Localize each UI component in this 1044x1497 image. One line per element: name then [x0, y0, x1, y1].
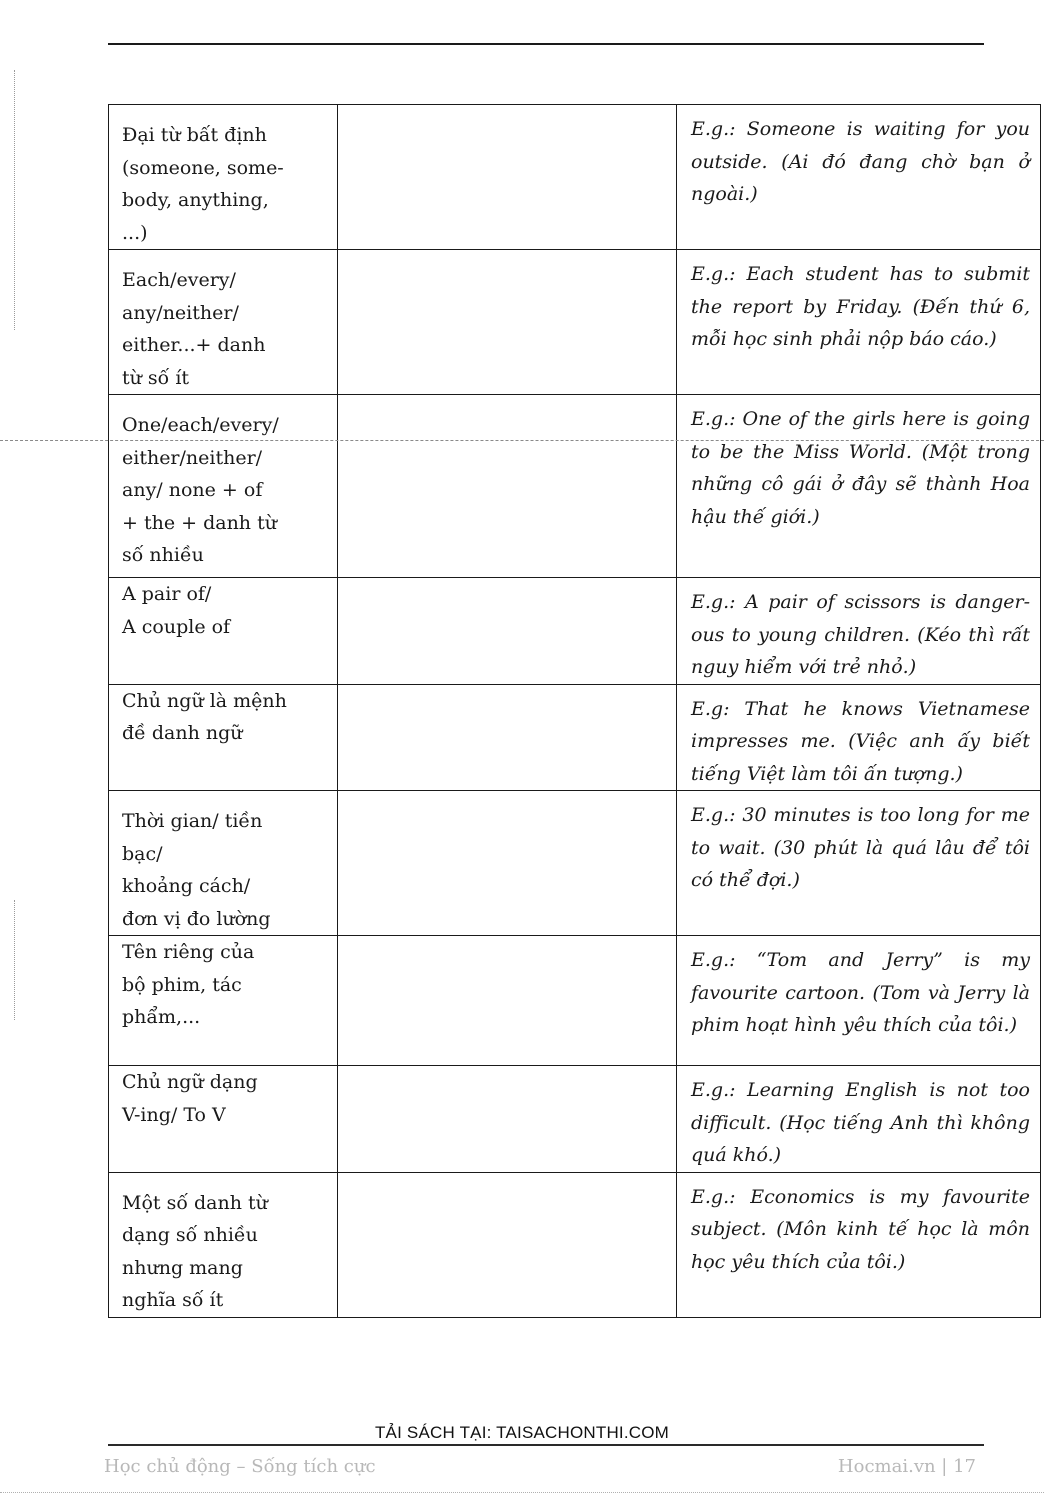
- subject-line: Each/every/: [122, 269, 236, 291]
- subject-line: A couple of: [122, 615, 231, 638]
- subject-cell: [109, 395, 338, 578]
- subject-line: V-ing/ To V: [122, 1103, 226, 1126]
- table-row: [109, 791, 1041, 936]
- example-cell: E.g.: Learning English is not too difficult. (Học tiếng Anh thì không quá khó.): [677, 1066, 1041, 1173]
- subject-line: + the + danh từ: [122, 511, 277, 534]
- subject-line: Đại từ bất định: [122, 124, 267, 146]
- verb-cell: [338, 1066, 677, 1173]
- example-cell: E.g.: Someone is waiting for you outside. (Ai đó đang chờ bạn ở ngoài.): [677, 105, 1041, 250]
- verb-cell: [338, 395, 677, 578]
- subject-cell: [109, 578, 338, 685]
- verb-cell: [338, 578, 677, 685]
- subject-line: Chủ ngữ dạng: [122, 1071, 258, 1093]
- header-rule: [108, 43, 984, 45]
- example-cell: E.g.: Each student has to submit the report by Friday. (Đến thứ 6, mỗi học sinh phải nộp báo cáo.): [677, 250, 1041, 395]
- subject-cell: [109, 936, 338, 1066]
- subject-line: Chủ ngữ là mệnh: [122, 689, 287, 712]
- subject-line: phẩm,...: [122, 1006, 201, 1028]
- subject-line: đề danh ngữ: [122, 722, 243, 744]
- subject-cell: [109, 1172, 338, 1317]
- example-cell: E.g.: Economics is my favourite subject. (Môn kinh tế học là môn học yêu thích của tôi.): [677, 1172, 1041, 1317]
- example-cell: E.g.: One of the girls here is going to be the Miss World. (Một trong những cô gái ở đây sẽ thành Hoa hậu thế giới.): [677, 395, 1041, 578]
- verb-cell: [338, 1172, 677, 1317]
- table-row: [109, 936, 1041, 1066]
- subject-line: đơn vị đo lường: [122, 907, 271, 930]
- example-cell: E.g.: “Tom and Jerry” is my favourite cartoon. (Tom và Jerry là phim hoạt hình yêu thích của tôi.): [677, 936, 1041, 1066]
- subject-line: (someone, some-: [122, 156, 284, 179]
- subject-line: Một số danh từ: [122, 1191, 268, 1214]
- verb-cell: [338, 791, 677, 936]
- table-row: [109, 1066, 1041, 1173]
- table-row: [109, 684, 1041, 791]
- download-notice: TẢI SÁCH TẠI: TAISACHONTHI.COM: [374, 1423, 670, 1442]
- subject-line: Thời gian/ tiền: [122, 810, 263, 832]
- subject-line: any/neither/: [122, 301, 239, 324]
- table-row: [109, 395, 1041, 578]
- margin-marks-lower: [14, 900, 15, 1020]
- subject-line: A pair of/: [122, 583, 212, 605]
- example-cell: E.g.: A pair of scissors is danger-ous to young children. (Kéo thì rất nguy hiểm với trẻ nhỏ.): [677, 578, 1041, 685]
- subject-line: khoảng cách/: [122, 875, 251, 897]
- subject-cell: [109, 250, 338, 395]
- subject-line: any/ none + of: [122, 479, 263, 501]
- verb-cell: [338, 250, 677, 395]
- subject-verb-agreement-table: [108, 104, 1041, 1318]
- subject-line: One/each/every/: [122, 414, 279, 436]
- subject-cell: [109, 105, 338, 250]
- verb-cell: [338, 936, 677, 1066]
- subject-cell: [109, 1066, 338, 1173]
- table-row: [109, 1172, 1041, 1317]
- subject-line: nghĩa số ít: [122, 1289, 224, 1311]
- verb-cell: [338, 684, 677, 791]
- scan-dashed-line: [0, 440, 1044, 441]
- footer-rule: [108, 1444, 984, 1446]
- table-row: [109, 578, 1041, 685]
- subject-line: either/neither/: [122, 446, 263, 469]
- subject-cell: [109, 791, 338, 936]
- example-cell: E.g.: 30 minutes is too long for me to wait. (30 phút là quá lâu để tôi có thể đợi.): [677, 791, 1041, 936]
- subject-line: either...+ danh: [122, 334, 266, 356]
- bottom-edge-line: [0, 1492, 1044, 1493]
- example-cell: E.g: That he knows Vietnamese impresses me. (Việc anh ấy biết tiếng Việt làm tôi ấn tượng.): [677, 684, 1041, 791]
- footer-page-number: Hocmai.vn | 17: [837, 1456, 976, 1477]
- margin-marks: [14, 70, 15, 330]
- table-row: [109, 105, 1041, 250]
- subject-line: nhưng mang: [122, 1256, 243, 1279]
- subject-line: số nhiều: [122, 544, 204, 566]
- subject-line: ...): [122, 221, 148, 244]
- table-row: [109, 250, 1041, 395]
- subject-line: body, anything,: [122, 189, 269, 211]
- subject-line: từ số ít: [122, 366, 190, 389]
- subject-line: dạng số nhiều: [122, 1224, 258, 1246]
- subject-line: bộ phim, tác: [122, 973, 242, 996]
- footer-slogan: Học chủ động – Sống tích cực: [104, 1456, 376, 1477]
- subject-line: Tên riêng của: [122, 941, 255, 963]
- subject-cell: [109, 684, 338, 791]
- subject-line: bạc/: [122, 842, 163, 865]
- verb-cell: [338, 105, 677, 250]
